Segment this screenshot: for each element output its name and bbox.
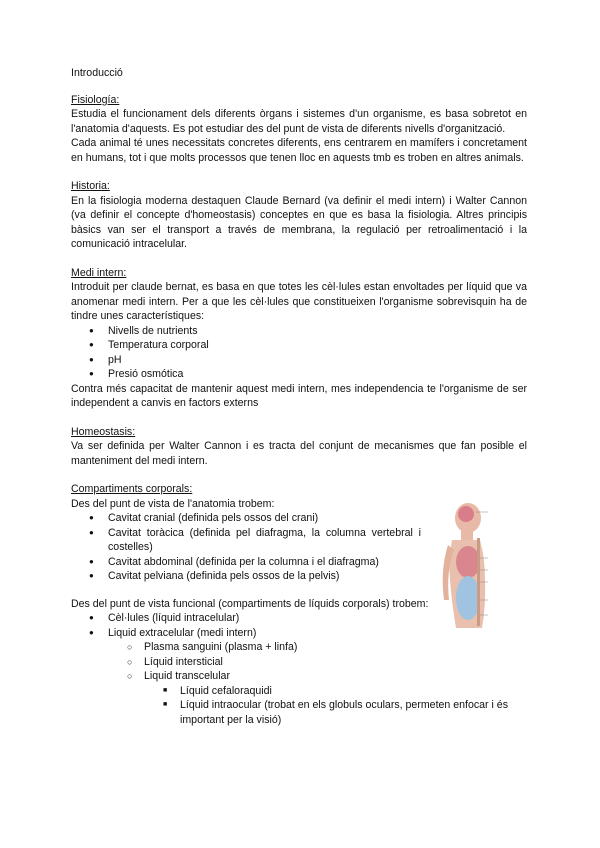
section-heading: Historia: <box>71 180 110 192</box>
bullet-list <box>71 324 527 382</box>
paragraph: Introduit per claude bernat, es basa en que totes les cèl·lules estan envoltades per líquid que va anomenar medi intern. Per a que les cèl·lules que constitueixen l'organisme sobrevisquin ha de tindre unes característiques: <box>71 281 527 322</box>
section-heading: Compartiments corporals: <box>71 483 193 495</box>
body-cavities-figure <box>430 500 525 630</box>
list-item: ● Presió osmótica <box>71 367 527 382</box>
list-item: ■ Líquid cefaloraquidi <box>71 684 527 699</box>
list-item: ■ Líquid intraocular (trobat en els globuls oculars, permeten enfocar i és important per la visió) <box>71 698 527 727</box>
paragraph: En la fisiologia moderna destaquen Claude Bernard (va definir el medi intern) i Walter Cannon (va definir el concepte d'homeostasis) conceptes en que es basa la fisiologia. Altres principis bàsics van ser el transport a través de membrana, la regulació per retroalimentació i la comunicació intracelular. <box>71 194 527 250</box>
list-item: ● Cavitat toràcica (definida pel diafragma, la columna vertebral i costelles) <box>71 526 421 555</box>
list-item: ● Temperatura corporal <box>71 338 527 353</box>
section-fisiologia <box>71 93 527 166</box>
list-item: ● Cavitat cranial (definida pels ossos del crani) <box>71 511 421 526</box>
document-title: Introducció <box>71 67 123 79</box>
section-homeostasis <box>71 425 527 469</box>
list-item: ● Liquid extracelular (medi intern) <box>71 626 527 641</box>
list-item: ● Cavitat abdominal (definida per la columna i el diafragma) <box>71 555 421 570</box>
paragraph: Des del punt de vista funcional (compartiments de líquids corporals) trobem: <box>71 597 429 610</box>
sub-sub-bullet-list <box>71 684 527 728</box>
section-heading: Medi intern: <box>71 266 127 279</box>
list-item: ● Nivells de nutrients <box>71 324 527 339</box>
list-item: ● pH <box>71 353 527 368</box>
section-historia <box>71 179 527 252</box>
list-item: ● Cèl·lules (líquid intracelular) <box>71 611 527 626</box>
sub-bullet-list <box>71 640 527 684</box>
list-item: ○ Líquid intersticial <box>71 655 527 670</box>
section-medi-intern <box>71 266 527 411</box>
bullet-list <box>71 511 421 584</box>
paragraph: Contra més capacitat de mantenir aquest medi intern, mes independencia te l'organisme de ser independent a canvis en factors externs <box>71 382 527 409</box>
list-item: ○ Plasma sanguini (plasma + linfa) <box>71 640 527 655</box>
paragraph: Cada animal té unes necessitats concretes diferents, ens centrarem en mamífers i concretament en humans, tot i que molts processos que tenen lloc en aquests tmb es troben en altres animals. <box>71 137 527 164</box>
list-item: ○ Liquid transcelular <box>71 669 527 684</box>
body-silhouette-image <box>430 500 525 630</box>
paragraph: Estudia el funcionament dels diferents òrgans i sistemes d'un organisme, es basa sobretot en l'anatomia d'aquests. Es pot estudiar des del punt de vista de diferents nivells d'organització. <box>71 108 527 135</box>
section-heading: Fisiología: <box>71 93 120 106</box>
paragraph: Des del punt de vista de l'anatomia trobem: <box>71 497 275 510</box>
paragraph: Va ser definida per Walter Cannon i es tracta del conjunt de mecanismes que fan posible el manteniment del medi intern. <box>71 440 527 467</box>
section-heading: Homeostasis: <box>71 425 136 438</box>
list-item: ● Cavitat pelviana (definida pels ossos de la pelvis) <box>71 569 421 584</box>
